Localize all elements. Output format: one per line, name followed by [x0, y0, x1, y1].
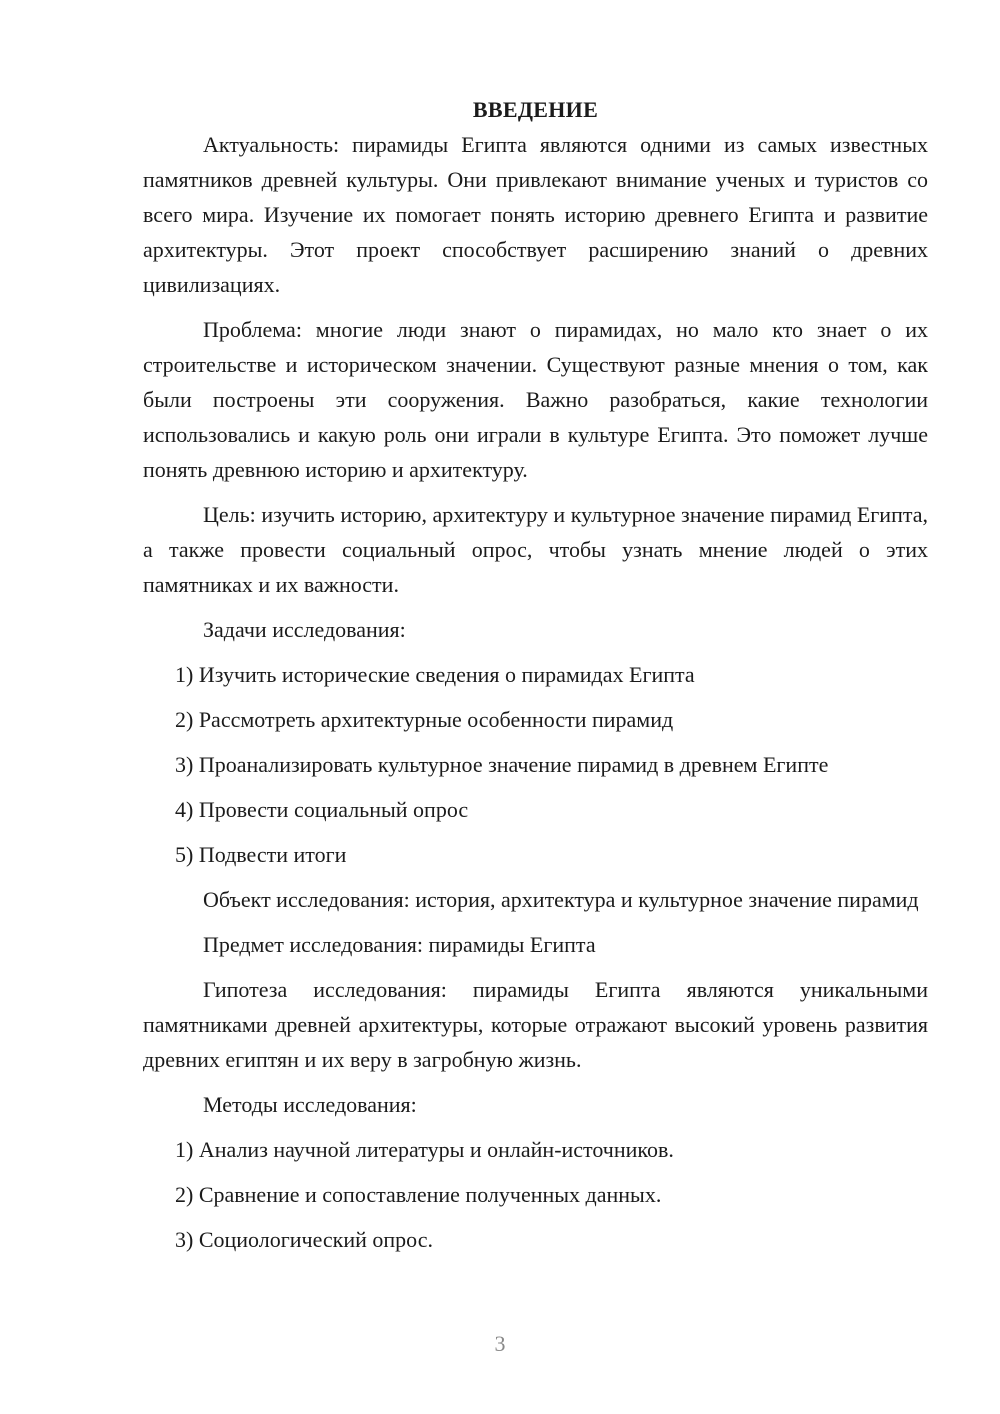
list-item: 1) Изучить исторические сведения о пирамидах Египта	[175, 662, 695, 687]
list-item: 3) Социологический опрос.	[175, 1227, 433, 1252]
tasks-list	[143, 657, 928, 872]
hypothesis-paragraph: Гипотеза исследования: пирамиды Египта являются уникальными памятниками древней архитектуры, которые отражают высокий уровень развития древних египтян и их веру в загробную жизнь.	[143, 977, 928, 1072]
section-heading: ВВЕДЕНИЕ	[472, 97, 599, 122]
problem-paragraph: Проблема: многие люди знают о пирамидах, но мало кто знает о их строительстве и историческом значении. Существуют разные мнения о том, как были построены эти сооружения. Важно разобраться, какие технологии использовались и какую роль они играли в культуре Египта. Это поможет лучше понять древнюю историю и архитектуру.	[143, 317, 928, 482]
list-item: 3) Проанализировать культурное значение пирамид в древнем Египте	[175, 752, 829, 777]
list-item: 2) Сравнение и сопоставление полученных данных.	[175, 1182, 662, 1207]
list-item: 4) Провести социальный опрос	[175, 797, 469, 822]
page-number: 3	[494, 1331, 506, 1356]
list-item: 1) Анализ научной литературы и онлайн-источников.	[175, 1137, 674, 1162]
subject-paragraph: Предмет исследования: пирамиды Египта	[203, 932, 596, 957]
object-paragraph: Объект исследования: история, архитектура и культурное значение пирамид	[203, 887, 919, 912]
list-item: 5) Подвести итоги	[175, 842, 347, 867]
goal-paragraph: Цель: изучить историю, архитектуру и культурное значение пирамид Египта, а также провести социальный опрос, чтобы узнать мнение людей о этих памятниках и их важности.	[143, 502, 928, 597]
methods-label: Методы исследования:	[203, 1092, 417, 1117]
tasks-label: Задачи исследования:	[203, 617, 406, 642]
document-page	[143, 92, 928, 1267]
list-item: 2) Рассмотреть архитектурные особенности пирамид	[175, 707, 674, 732]
relevance-paragraph: Актуальность: пирамиды Египта являются одними из самых известных памятников древней культуры. Они привлекают внимание ученых и туристов со всего мира. Изучение их помогает понять историю древнего Египта и развитие архитектуры. Этот проект способствует расширению знаний о древних цивилизациях.	[143, 132, 928, 297]
methods-list	[143, 1132, 928, 1257]
